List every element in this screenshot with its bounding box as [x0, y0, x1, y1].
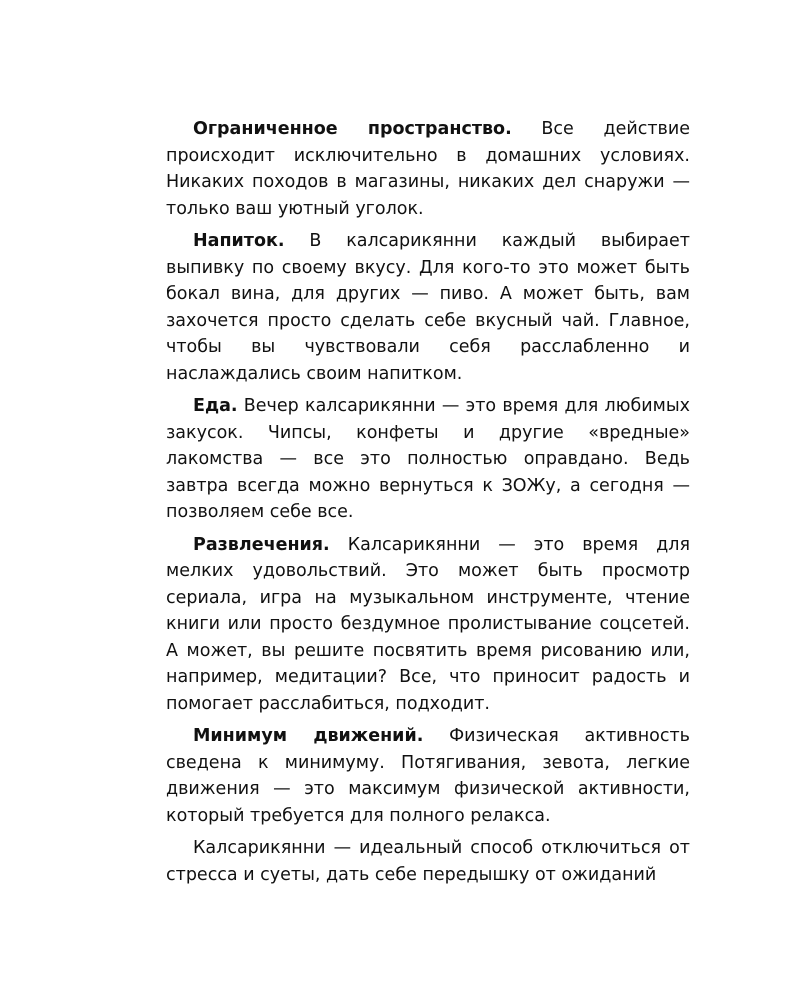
paragraph-text: Калсарикянни — идеальный способ отключиться от стресса и суеты, дать себе передышку от ожиданий [166, 838, 690, 885]
paragraph-text: Все действие происходит исключительно в домашних условиях. Никаких походов в магазины, никаких дел снаружи — только ваш уютный уголок. [166, 119, 691, 219]
paragraph-entertainment [166, 532, 690, 718]
paragraph-heading: Минимум движений. [193, 726, 424, 746]
document-page [166, 116, 690, 888]
paragraph-heading: Напиток. [193, 231, 285, 251]
paragraph-minimum-movement [166, 723, 690, 829]
paragraph-text: Калсарикянни — это время для мелких удовольствий. Это может быть просмотр сериала, игра на музыкальном инструменте, чтение книги или просто бездумное пролистывание соцсетей. А может, вы решите посвятить время рисованию или, например, медитации? Все, что приносит радость и помогает расслабиться, подходит. [166, 534, 690, 714]
paragraph-limited-space [166, 116, 690, 222]
paragraph-conclusion [166, 835, 690, 888]
paragraph-text: Физическая активность сведена к минимуму. Потягивания, зевота, легкие движения — это максимум физической активности, который требуется для полного релакса. [166, 726, 690, 826]
paragraph-food [166, 393, 690, 526]
paragraph-heading: Еда. [193, 396, 238, 416]
paragraph-drink [166, 228, 690, 387]
paragraph-heading: Развлечения. [193, 534, 330, 555]
paragraph-text: В калсарикянни каждый выбирает выпивку по своему вкусу. Для кого-то это может быть бокал вина, для других — пиво. А может быть, вам захочется просто сделать себе вкусный чай. Главное, чтобы вы чувствовали себя расслабленно и наслаждались своим напитком. [166, 231, 690, 384]
paragraph-heading: Ограниченное пространство. [193, 119, 512, 139]
paragraph-text: Вечер калсарикянни — это время для любимых закусок. Чипсы, конфеты и другие «вредные» лакомства — все это полностью оправдано. Ведь завтра всегда можно вернуться к ЗОЖу, а сегодня — позволяем себе все. [166, 396, 690, 522]
